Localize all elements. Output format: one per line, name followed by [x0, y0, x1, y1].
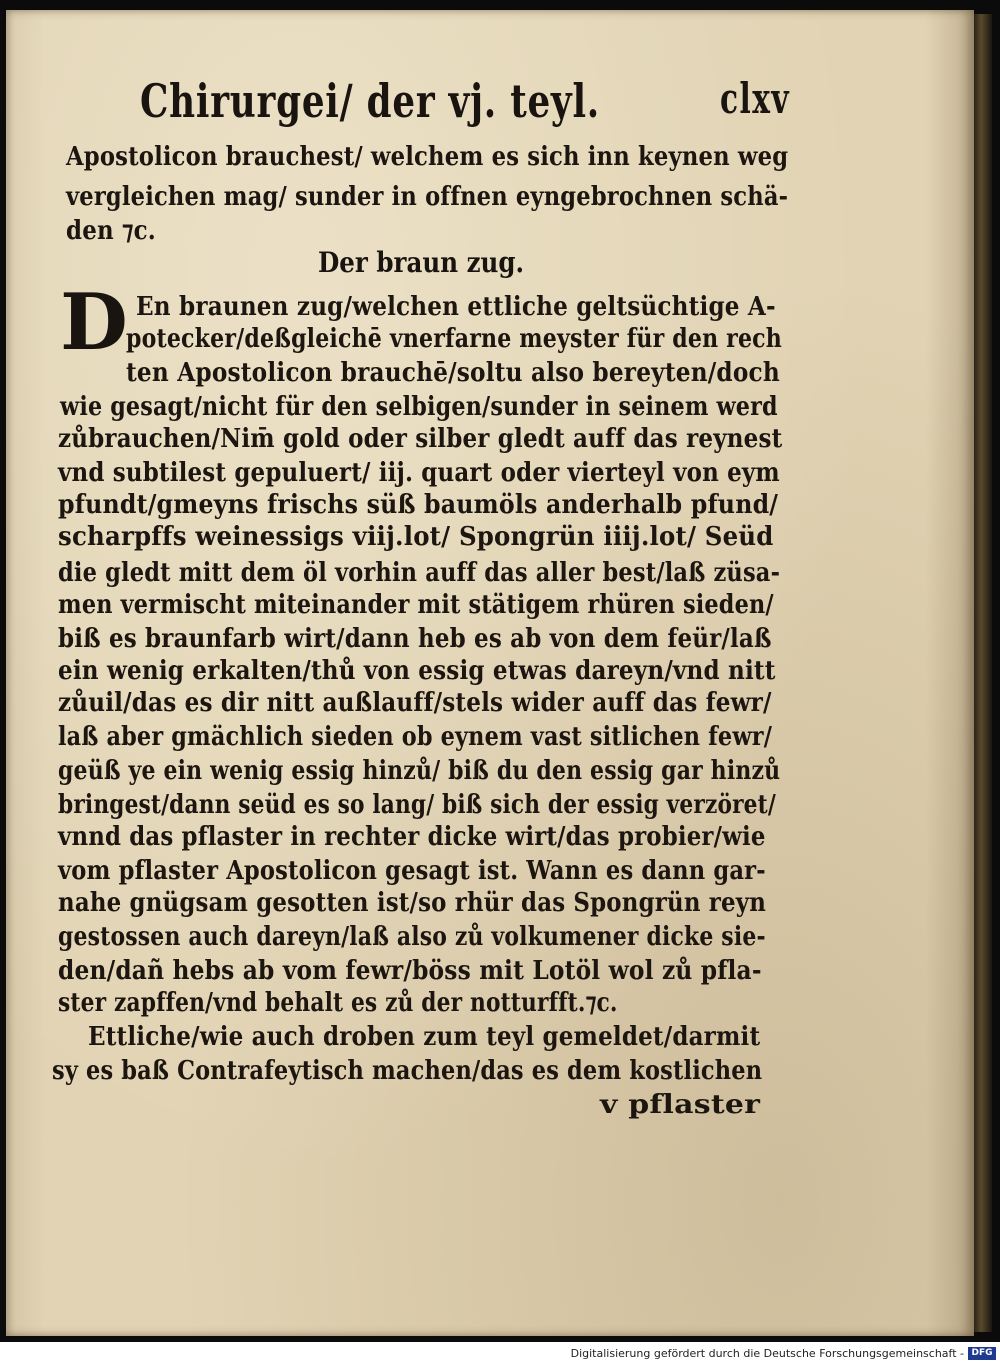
text-line-16: bringest/dann seüd es so lang/ biß sich der essig verzöret/ — [58, 790, 776, 820]
text-line-22: ster zapffen/vnd behalt es zů der notturfft.⁊c. — [58, 988, 618, 1018]
text-line-18: vom pflaster Apostolicon gesagt ist. Wann es dann gar- — [58, 856, 766, 886]
text-line-17: vnnd das pflaster in rechter dicke wirt/das probier/wie — [58, 822, 766, 852]
folio-number: clxv — [720, 74, 790, 123]
text-line-5: zůbrauchen/Nim̄ gold oder silber gledt auff das reynest — [58, 424, 783, 454]
text-line-9: die gledt mitt dem öl vorhin auff das aller best/laß züsa- — [58, 558, 781, 588]
text-line-3: ten Apostolicon brauchē/soltu also bereyten/doch — [126, 358, 780, 388]
text-line-7: pfundt/gmeyns frischs süß baumöls anderhalb pfund/ — [58, 490, 779, 520]
footer-credit: Digitalisierung gefördert durch die Deutsche Forschungsgemeinschaft - — [570, 1347, 964, 1360]
text-line-20: gestossen auch dareyn/laß also zů volkumener dicke sie- — [58, 922, 766, 952]
text-line-23: Ettliche/wie auch droben zum teyl gemeldet/darmit — [88, 1022, 761, 1052]
text-line-14: laß aber gmächlich sieden ob eynem vast sitlichen fewr/ — [58, 722, 773, 752]
text-line-8: scharpffs weinessigs viij.lot/ Spongrün iiij.lot/ Seüd — [58, 522, 774, 552]
decorated-initial: D — [60, 277, 128, 368]
text-line-15: geüß ye ein wenig essig hinzů/ biß du den essig gar hinzů — [58, 756, 781, 786]
text-line-6: vnd subtilest gepuluert/ iij. quart oder vierteyl von eym — [58, 458, 780, 488]
dfg-logo: DFG — [968, 1347, 996, 1360]
text-line-12: ein wenig erkalten/thů von essig etwas dareyn/vnd nitt — [58, 656, 776, 686]
text-line-1: En braunen zug/welchen ettliche geltsüchtige A- — [136, 292, 776, 322]
text-line-2: potecker/deßgleichē vnerfarne meyster für den rech — [126, 324, 782, 354]
text-line-13: zůuil/das es dir nitt außlauff/stels wider auff das fewr/ — [58, 688, 772, 718]
page-edge — [974, 14, 992, 1332]
catchword: v pflaster — [600, 1090, 761, 1120]
text-line-10: men vermischt miteinander mit stätigem rhüren sieden/ — [58, 590, 774, 620]
text-line-21: den/dañ hebs ab vom fewr/böss mit Lotöl wol zů pfla- — [58, 956, 762, 986]
text-line-24: sy es baß Contrafeytisch machen/das es dem kostlichen — [52, 1056, 763, 1086]
text-line-11: biß es braunfarb wirt/dann heb es ab von dem feür/laß — [58, 624, 772, 654]
section-heading: Der braun zug. — [318, 246, 525, 279]
footer-bar — [0, 1342, 1000, 1366]
text-line-top-2: vergleichen mag/ sunder in offnen eyngebrochnen schä- — [66, 182, 789, 212]
text-line-top-3: den ⁊c. — [66, 216, 156, 246]
running-head-title: Chirurgei/ der vj. teyl. — [140, 74, 600, 128]
text-line-19: nahe gnügsam gesotten ist/so rhür das Spongrün reyn — [58, 888, 767, 918]
text-line-top-1: Apostolicon brauchest/ welchem es sich inn keynen weg — [66, 142, 789, 172]
text-line-4: wie gesagt/nicht für den selbigen/sunder in seinem werd — [60, 392, 778, 422]
